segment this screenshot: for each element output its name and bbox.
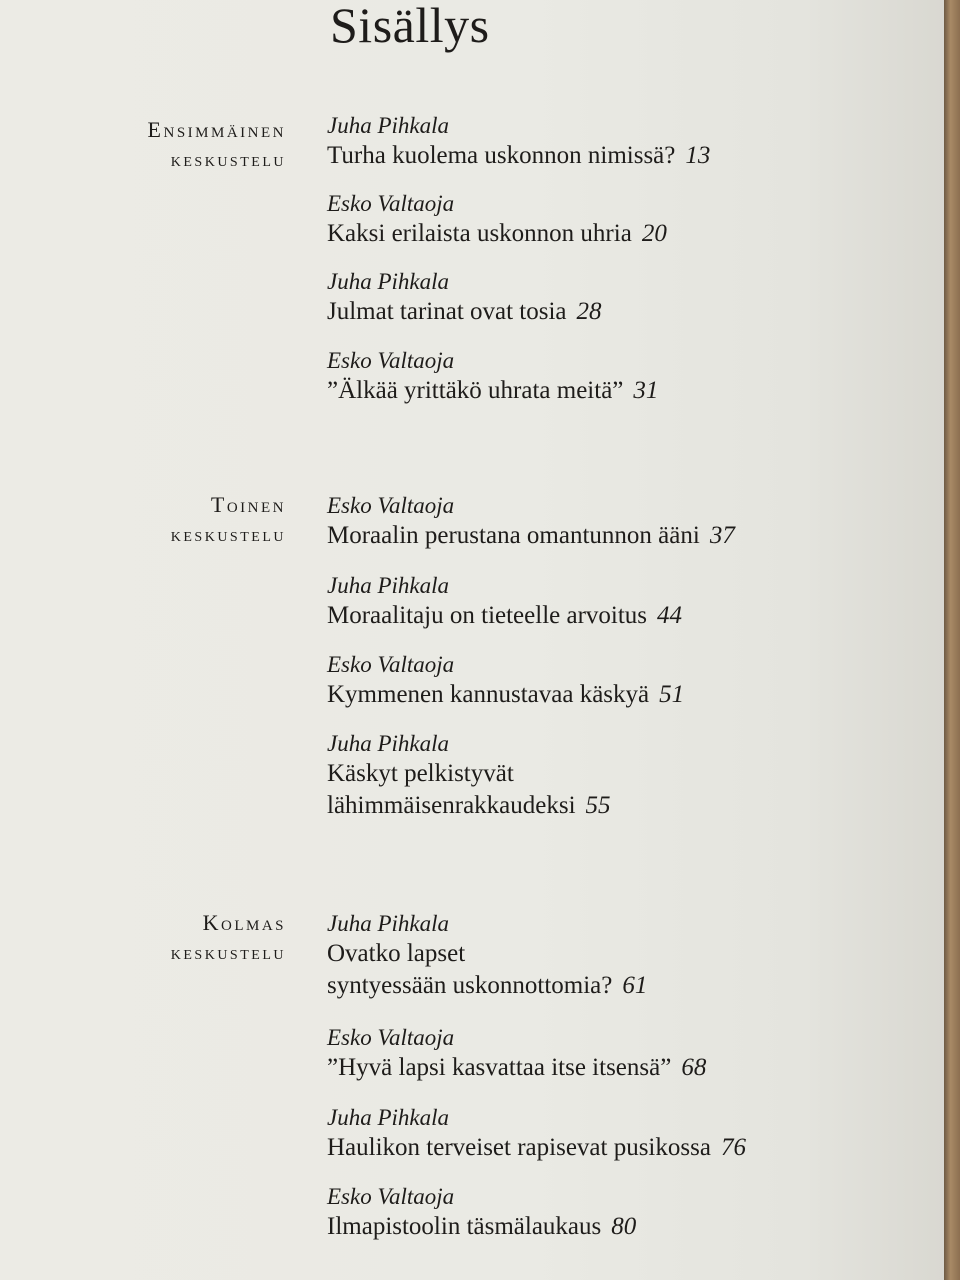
entry-page-number: 31 [633, 377, 659, 404]
entry-title [327, 970, 927, 1002]
section-label-1-line1: Ensimmäinen [147, 117, 286, 142]
entry-title [327, 1132, 927, 1164]
entry-title [327, 218, 927, 250]
entry-page-number: 80 [611, 1213, 637, 1240]
entry-author: Juha Pihkala [327, 911, 449, 936]
entry-title-text: syntyessään uskonnottomia? [327, 972, 613, 999]
section-label-1-line2: keskustelu [170, 149, 286, 171]
entry-title-text: Haulikon terveiset rapisevat pusikossa [327, 1134, 711, 1161]
entry-page-number: 20 [641, 220, 667, 247]
entry-title-text: Julmat tarinat ovat tosia [327, 298, 567, 325]
section-label-3-line2: keskustelu [170, 942, 286, 964]
entry-page-number: 51 [659, 681, 685, 708]
entry-page-number: 13 [685, 142, 711, 169]
toc-entry [327, 572, 927, 632]
entry-author: Juha Pihkala [327, 1105, 449, 1130]
entry-title-text: lähimmäisenrakkaudeksi [327, 792, 576, 819]
entry-title-line1: Ovatko lapset [327, 940, 466, 967]
entry-title-text: Moraalin perustana omantunnon ääni [327, 522, 700, 549]
entry-title [327, 296, 927, 328]
entry-title [327, 375, 927, 407]
toc-entry [327, 1024, 927, 1084]
section-label-3 [0, 908, 286, 968]
entry-author: Esko Valtaoja [327, 493, 455, 518]
section-label-2-line1: Toinen [210, 492, 286, 517]
entry-author: Esko Valtaoja [327, 348, 455, 373]
page-title: Sisällys [330, 0, 490, 53]
entry-title-text: Ilmapistoolin täsmälaukaus [327, 1213, 602, 1240]
entry-title-text: Kymmenen kannustavaa käskyä [327, 681, 650, 708]
entry-author: Juha Pihkala [327, 269, 449, 294]
toc-entry [327, 268, 927, 328]
entry-title [327, 1211, 927, 1243]
entry-page-number: 28 [576, 298, 602, 325]
entry-title [327, 679, 927, 711]
toc-entry [327, 1104, 927, 1164]
entry-title [327, 790, 927, 822]
entry-author: Juha Pihkala [327, 113, 449, 138]
entry-page-number: 68 [681, 1054, 707, 1081]
entry-title [327, 140, 927, 172]
entry-title-text: ”Hyvä lapsi kasvattaa itse itsensä” [327, 1054, 672, 1081]
entry-title [327, 1052, 927, 1084]
toc-entry [327, 112, 927, 172]
toc-entry [327, 730, 927, 822]
toc-entry [327, 492, 927, 552]
entry-author: Esko Valtaoja [327, 1184, 455, 1209]
section-label-1 [0, 115, 286, 175]
entry-page-number: 61 [622, 972, 648, 999]
entry-title [327, 520, 927, 552]
toc-entry [327, 1183, 927, 1243]
entry-title-text: Turha kuolema uskonnon nimissä? [327, 142, 676, 169]
toc-entry [327, 190, 927, 250]
entry-author: Esko Valtaoja [327, 191, 455, 216]
entry-title [327, 600, 927, 632]
entry-title-text: Kaksi erilaista uskonnon uhria [327, 220, 632, 247]
entry-title-text: Moraalitaju on tieteelle arvoitus [327, 602, 648, 629]
toc-entry [327, 910, 927, 1002]
entry-title-text: ”Älkää yrittäkö uhrata meitä” [327, 377, 624, 404]
entry-page-number: 37 [709, 522, 735, 549]
toc-entry [327, 651, 927, 711]
entry-author: Esko Valtaoja [327, 652, 455, 677]
entry-page-number: 76 [720, 1134, 746, 1161]
entry-page-number: 44 [657, 602, 683, 629]
entry-author: Esko Valtaoja [327, 1025, 455, 1050]
section-label-2-line2: keskustelu [170, 524, 286, 546]
toc-entry [327, 347, 927, 407]
entry-author: Juha Pihkala [327, 573, 449, 598]
page-edge [944, 0, 960, 1280]
entry-page-number: 55 [585, 792, 611, 819]
entry-author: Juha Pihkala [327, 731, 449, 756]
entry-title-line1: Käskyt pelkistyvät [327, 760, 514, 787]
section-label-3-line1: Kolmas [202, 910, 286, 935]
section-label-2 [0, 490, 286, 550]
